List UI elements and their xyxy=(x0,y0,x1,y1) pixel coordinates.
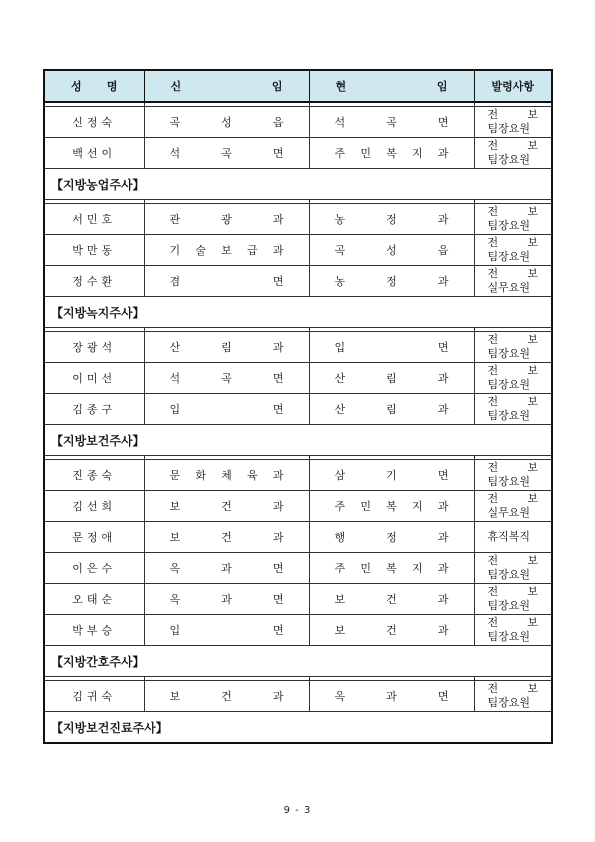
post-char: 면 xyxy=(437,341,449,354)
post-char: 민 xyxy=(360,562,371,575)
post-char: 과 xyxy=(221,593,232,606)
section-heading-row xyxy=(44,646,552,677)
post-char: 보 xyxy=(169,500,181,513)
note-line: 팀장요원 xyxy=(487,122,531,135)
post-char: 주 xyxy=(334,500,346,513)
person-name: 김선희 xyxy=(72,500,117,513)
cell-new-post xyxy=(144,553,309,584)
cell-current-post-text xyxy=(310,591,474,607)
person-name: 신정숙 xyxy=(72,116,117,129)
cell-new-post-text xyxy=(145,211,309,227)
post-char: 보 xyxy=(169,690,181,703)
cell-current-post xyxy=(309,615,474,646)
table-row xyxy=(44,332,552,363)
cell-name xyxy=(44,491,144,522)
cell-new-post xyxy=(144,394,309,425)
post-char: 림 xyxy=(386,372,397,385)
section-heading: 【지방보건진료주사】 xyxy=(44,712,552,744)
personnel-table-container xyxy=(43,69,551,744)
note-line: 전 보 xyxy=(487,333,538,346)
post-char: 삼 xyxy=(334,469,346,482)
section-heading: 【지방농업주사】 xyxy=(44,169,552,200)
note-text xyxy=(475,585,552,613)
note-text xyxy=(475,616,552,644)
note-line: 팀장요원 xyxy=(487,409,531,422)
post-char: 면 xyxy=(272,275,284,288)
person-name: 장광석 xyxy=(72,341,117,354)
post-char: 곡 xyxy=(169,116,181,129)
cell-note xyxy=(474,107,552,138)
post-char: 림 xyxy=(386,403,397,416)
table-row xyxy=(44,522,552,553)
cell-name xyxy=(44,681,144,712)
cell-current-post-text xyxy=(310,688,474,704)
note-line: 팀장요원 xyxy=(487,153,531,166)
post-char: 과 xyxy=(272,469,284,482)
post-char: 과 xyxy=(437,403,449,416)
header-current-post xyxy=(309,70,474,102)
post-char: 정 xyxy=(386,275,397,288)
post-char: 면 xyxy=(437,469,449,482)
cell-new-post xyxy=(144,266,309,297)
post-char: 옥 xyxy=(334,690,346,703)
cell-current-post-text xyxy=(310,498,474,514)
post-char: 면 xyxy=(437,116,449,129)
cell-name xyxy=(44,615,144,646)
cell-current-post xyxy=(309,522,474,553)
cell-current-post xyxy=(309,204,474,235)
person-name: 이미선 xyxy=(72,372,117,385)
header-new-post-char-2: 임 xyxy=(271,80,283,93)
cell-current-post-text xyxy=(310,560,474,576)
table-row xyxy=(44,460,552,491)
post-char: 농 xyxy=(334,213,346,226)
post-char: 건 xyxy=(386,593,397,606)
note-text xyxy=(475,461,552,489)
cell-current-post-text xyxy=(310,370,474,386)
table-row xyxy=(44,681,552,712)
post-char: 육 xyxy=(246,469,258,482)
cell-current-post-text xyxy=(310,273,474,289)
page-number: 9 - 3 xyxy=(283,805,312,816)
section-heading-row xyxy=(44,425,552,456)
person-name: 백선이 xyxy=(72,147,117,160)
note-line: 전 보 xyxy=(487,364,538,377)
note-line: 팀장요원 xyxy=(487,219,531,232)
cell-current-post xyxy=(309,553,474,584)
cell-note xyxy=(474,235,552,266)
post-char: 산 xyxy=(169,341,181,354)
section-heading-row xyxy=(44,169,552,200)
post-char: 림 xyxy=(221,341,232,354)
post-char: 면 xyxy=(272,403,284,416)
post-char: 과 xyxy=(437,593,449,606)
section-heading: 【지방간호주사】 xyxy=(44,646,552,677)
section-heading: 【지방보건주사】 xyxy=(44,425,552,456)
cell-current-post xyxy=(309,332,474,363)
cell-new-post xyxy=(144,363,309,394)
post-char: 과 xyxy=(272,341,284,354)
cell-new-post-text xyxy=(145,591,309,607)
cell-new-post xyxy=(144,107,309,138)
cell-current-post-text xyxy=(310,242,474,258)
note-text xyxy=(475,682,552,710)
post-char: 건 xyxy=(221,690,232,703)
cell-current-post-text xyxy=(310,401,474,417)
post-char: 정 xyxy=(386,531,397,544)
note-line: 실무요원 xyxy=(487,281,531,294)
note-line: 팀장요원 xyxy=(487,568,531,581)
header-current-post-char-2: 임 xyxy=(436,80,448,93)
header-current-post-char-1: 현 xyxy=(335,80,347,93)
cell-new-post-text xyxy=(145,370,309,386)
post-char: 면 xyxy=(272,624,284,637)
cell-current-post xyxy=(309,584,474,615)
post-char: 읍 xyxy=(437,244,449,257)
post-char: 면 xyxy=(272,593,284,606)
cell-new-post-text xyxy=(145,339,309,355)
cell-name xyxy=(44,235,144,266)
note-line: 전 보 xyxy=(487,205,538,218)
section-heading: 【지방녹지주사】 xyxy=(44,297,552,328)
cell-note xyxy=(474,394,552,425)
cell-new-post-text xyxy=(145,401,309,417)
post-char: 과 xyxy=(272,531,284,544)
table-row xyxy=(44,363,552,394)
note-line: 팀장요원 xyxy=(487,378,531,391)
cell-note xyxy=(474,363,552,394)
note-line: 전 보 xyxy=(487,492,538,505)
post-char: 정 xyxy=(386,213,397,226)
post-char: 민 xyxy=(360,147,371,160)
cell-name xyxy=(44,204,144,235)
cell-new-post xyxy=(144,235,309,266)
post-char: 지 xyxy=(411,500,423,513)
cell-current-post xyxy=(309,107,474,138)
note-line: 실무요원 xyxy=(487,506,531,519)
cell-new-post-text xyxy=(145,273,309,289)
post-char: 과 xyxy=(437,275,449,288)
cell-current-post xyxy=(309,460,474,491)
post-char: 과 xyxy=(437,562,449,575)
person-name: 정수환 xyxy=(72,275,117,288)
person-name: 서민호 xyxy=(72,213,117,226)
post-char: 곡 xyxy=(386,116,397,129)
post-char: 건 xyxy=(221,500,232,513)
note-line: 팀장요원 xyxy=(487,630,531,643)
cell-current-post xyxy=(309,138,474,169)
post-char: 체 xyxy=(221,469,232,482)
cell-current-post xyxy=(309,681,474,712)
cell-new-post xyxy=(144,584,309,615)
post-char: 기 xyxy=(386,469,397,482)
post-char: 성 xyxy=(386,244,397,257)
header-name-char-2: 명 xyxy=(106,80,118,93)
table-row xyxy=(44,553,552,584)
post-char: 농 xyxy=(334,275,346,288)
post-char: 복 xyxy=(386,147,397,160)
post-char: 과 xyxy=(437,531,449,544)
post-char: 급 xyxy=(246,244,258,257)
post-char: 문 xyxy=(169,469,181,482)
post-char: 복 xyxy=(386,500,397,513)
note-line: 전 보 xyxy=(487,236,538,249)
post-char: 지 xyxy=(411,562,423,575)
person-name: 문정애 xyxy=(72,531,117,544)
cell-new-post-text xyxy=(145,467,309,483)
post-char: 곡 xyxy=(334,244,346,257)
note-text xyxy=(475,530,552,544)
cell-note xyxy=(474,266,552,297)
cell-new-post xyxy=(144,522,309,553)
personnel-table xyxy=(43,69,553,744)
post-char: 과 xyxy=(437,372,449,385)
post-char: 읍 xyxy=(272,116,284,129)
post-char: 과 xyxy=(272,213,284,226)
note-line: 전 보 xyxy=(487,554,538,567)
post-char: 과 xyxy=(221,562,232,575)
post-char: 보 xyxy=(334,593,346,606)
header-new-post xyxy=(144,70,309,102)
post-char: 과 xyxy=(272,690,284,703)
post-char: 주 xyxy=(334,562,346,575)
post-char: 면 xyxy=(272,372,284,385)
note-line: 팀장요원 xyxy=(487,250,531,263)
table-row xyxy=(44,584,552,615)
cell-note xyxy=(474,332,552,363)
post-char: 입 xyxy=(169,624,181,637)
section-heading-row xyxy=(44,297,552,328)
post-char: 보 xyxy=(221,244,232,257)
cell-current-post-text xyxy=(310,114,474,130)
cell-note xyxy=(474,681,552,712)
table-row xyxy=(44,107,552,138)
note-line: 전 보 xyxy=(487,139,538,152)
post-char: 곡 xyxy=(221,372,232,385)
cell-current-post xyxy=(309,266,474,297)
note-line: 전 보 xyxy=(487,682,538,695)
note-text xyxy=(475,108,552,136)
cell-new-post-text xyxy=(145,114,309,130)
cell-new-post-text xyxy=(145,498,309,514)
note-line: 팀장요원 xyxy=(487,347,531,360)
post-char: 석 xyxy=(169,372,181,385)
cell-new-post xyxy=(144,681,309,712)
cell-name xyxy=(44,138,144,169)
cell-new-post-text xyxy=(145,560,309,576)
cell-current-post-text xyxy=(310,529,474,545)
cell-new-post xyxy=(144,615,309,646)
post-char: 행 xyxy=(334,531,346,544)
note-text xyxy=(475,554,552,582)
post-char: 복 xyxy=(386,562,397,575)
header-name-char-1: 성 xyxy=(71,80,82,93)
note-text xyxy=(475,139,552,167)
cell-new-post xyxy=(144,138,309,169)
note-line: 전 보 xyxy=(487,267,538,280)
post-char: 산 xyxy=(334,403,346,416)
post-char: 입 xyxy=(169,403,181,416)
post-char: 주 xyxy=(334,147,346,160)
post-char: 관 xyxy=(169,213,181,226)
post-char: 광 xyxy=(221,213,232,226)
cell-new-post xyxy=(144,204,309,235)
post-char: 석 xyxy=(334,116,346,129)
note-line: 전 보 xyxy=(487,395,538,408)
post-char: 입 xyxy=(334,341,346,354)
note-text xyxy=(475,395,552,423)
person-name: 박만동 xyxy=(72,244,117,257)
cell-new-post xyxy=(144,491,309,522)
post-char: 옥 xyxy=(169,593,181,606)
post-char: 보 xyxy=(334,624,346,637)
post-char: 건 xyxy=(221,531,232,544)
cell-new-post-text xyxy=(145,688,309,704)
header-note: 발령사항 xyxy=(474,70,552,102)
note-line: 휴직복직 xyxy=(487,530,531,543)
cell-new-post-text xyxy=(145,622,309,638)
cell-new-post-text xyxy=(145,145,309,161)
post-char: 면 xyxy=(272,562,284,575)
header-new-post-char-1: 신 xyxy=(170,80,182,93)
cell-name xyxy=(44,553,144,584)
note-text xyxy=(475,267,552,295)
table-row xyxy=(44,266,552,297)
post-char: 겸 xyxy=(169,275,181,288)
note-line: 팀장요원 xyxy=(487,599,531,612)
cell-name xyxy=(44,266,144,297)
note-text xyxy=(475,492,552,520)
cell-name xyxy=(44,363,144,394)
note-line: 전 보 xyxy=(487,616,538,629)
cell-note xyxy=(474,138,552,169)
cell-current-post xyxy=(309,394,474,425)
post-char: 화 xyxy=(195,469,206,482)
cell-note xyxy=(474,553,552,584)
cell-name xyxy=(44,584,144,615)
post-char: 과 xyxy=(437,624,449,637)
post-char: 과 xyxy=(386,690,397,703)
post-char: 민 xyxy=(360,500,371,513)
cell-current-post xyxy=(309,363,474,394)
note-line: 전 보 xyxy=(487,461,538,474)
header-name xyxy=(44,70,144,102)
post-char: 성 xyxy=(221,116,232,129)
table-row xyxy=(44,235,552,266)
table-row xyxy=(44,138,552,169)
cell-current-post xyxy=(309,491,474,522)
table-row xyxy=(44,615,552,646)
cell-name xyxy=(44,332,144,363)
person-name: 김종구 xyxy=(72,403,117,416)
note-line: 전 보 xyxy=(487,585,538,598)
table-row xyxy=(44,204,552,235)
post-char: 과 xyxy=(437,213,449,226)
post-char: 옥 xyxy=(169,562,181,575)
cell-name xyxy=(44,460,144,491)
person-name: 김귀숙 xyxy=(72,690,117,703)
post-char: 지 xyxy=(411,147,423,160)
cell-name xyxy=(44,522,144,553)
cell-new-post xyxy=(144,332,309,363)
post-char: 면 xyxy=(437,690,449,703)
post-char: 과 xyxy=(437,147,449,160)
cell-note xyxy=(474,491,552,522)
post-char: 보 xyxy=(169,531,181,544)
cell-name xyxy=(44,107,144,138)
post-char: 산 xyxy=(334,372,346,385)
section-heading-row xyxy=(44,712,552,744)
table-row xyxy=(44,394,552,425)
cell-new-post xyxy=(144,460,309,491)
cell-note xyxy=(474,522,552,553)
table-header-row xyxy=(44,70,552,102)
post-char: 기 xyxy=(169,244,181,257)
note-text xyxy=(475,364,552,392)
cell-note xyxy=(474,204,552,235)
note-text xyxy=(475,236,552,264)
cell-current-post-text xyxy=(310,339,474,355)
cell-new-post-text xyxy=(145,529,309,545)
post-char: 건 xyxy=(386,624,397,637)
cell-note xyxy=(474,615,552,646)
cell-note xyxy=(474,584,552,615)
cell-current-post xyxy=(309,235,474,266)
post-char: 과 xyxy=(272,244,284,257)
note-line: 팀장요원 xyxy=(487,696,531,709)
note-line: 전 보 xyxy=(487,108,538,121)
person-name: 진종숙 xyxy=(72,469,117,482)
note-text xyxy=(475,333,552,361)
post-char: 술 xyxy=(195,244,206,257)
note-line: 팀장요원 xyxy=(487,475,531,488)
cell-new-post-text xyxy=(145,242,309,258)
cell-current-post-text xyxy=(310,211,474,227)
table-row xyxy=(44,491,552,522)
cell-current-post-text xyxy=(310,145,474,161)
post-char: 면 xyxy=(272,147,284,160)
cell-name xyxy=(44,394,144,425)
post-char: 과 xyxy=(272,500,284,513)
post-char: 석 xyxy=(169,147,181,160)
post-char: 곡 xyxy=(221,147,232,160)
note-text xyxy=(475,205,552,233)
cell-note xyxy=(474,460,552,491)
person-name: 오태순 xyxy=(72,593,117,606)
cell-current-post-text xyxy=(310,467,474,483)
cell-current-post-text xyxy=(310,622,474,638)
post-char: 과 xyxy=(437,500,449,513)
person-name: 이은수 xyxy=(72,562,117,575)
person-name: 박부승 xyxy=(72,624,117,637)
table-body xyxy=(44,102,552,743)
